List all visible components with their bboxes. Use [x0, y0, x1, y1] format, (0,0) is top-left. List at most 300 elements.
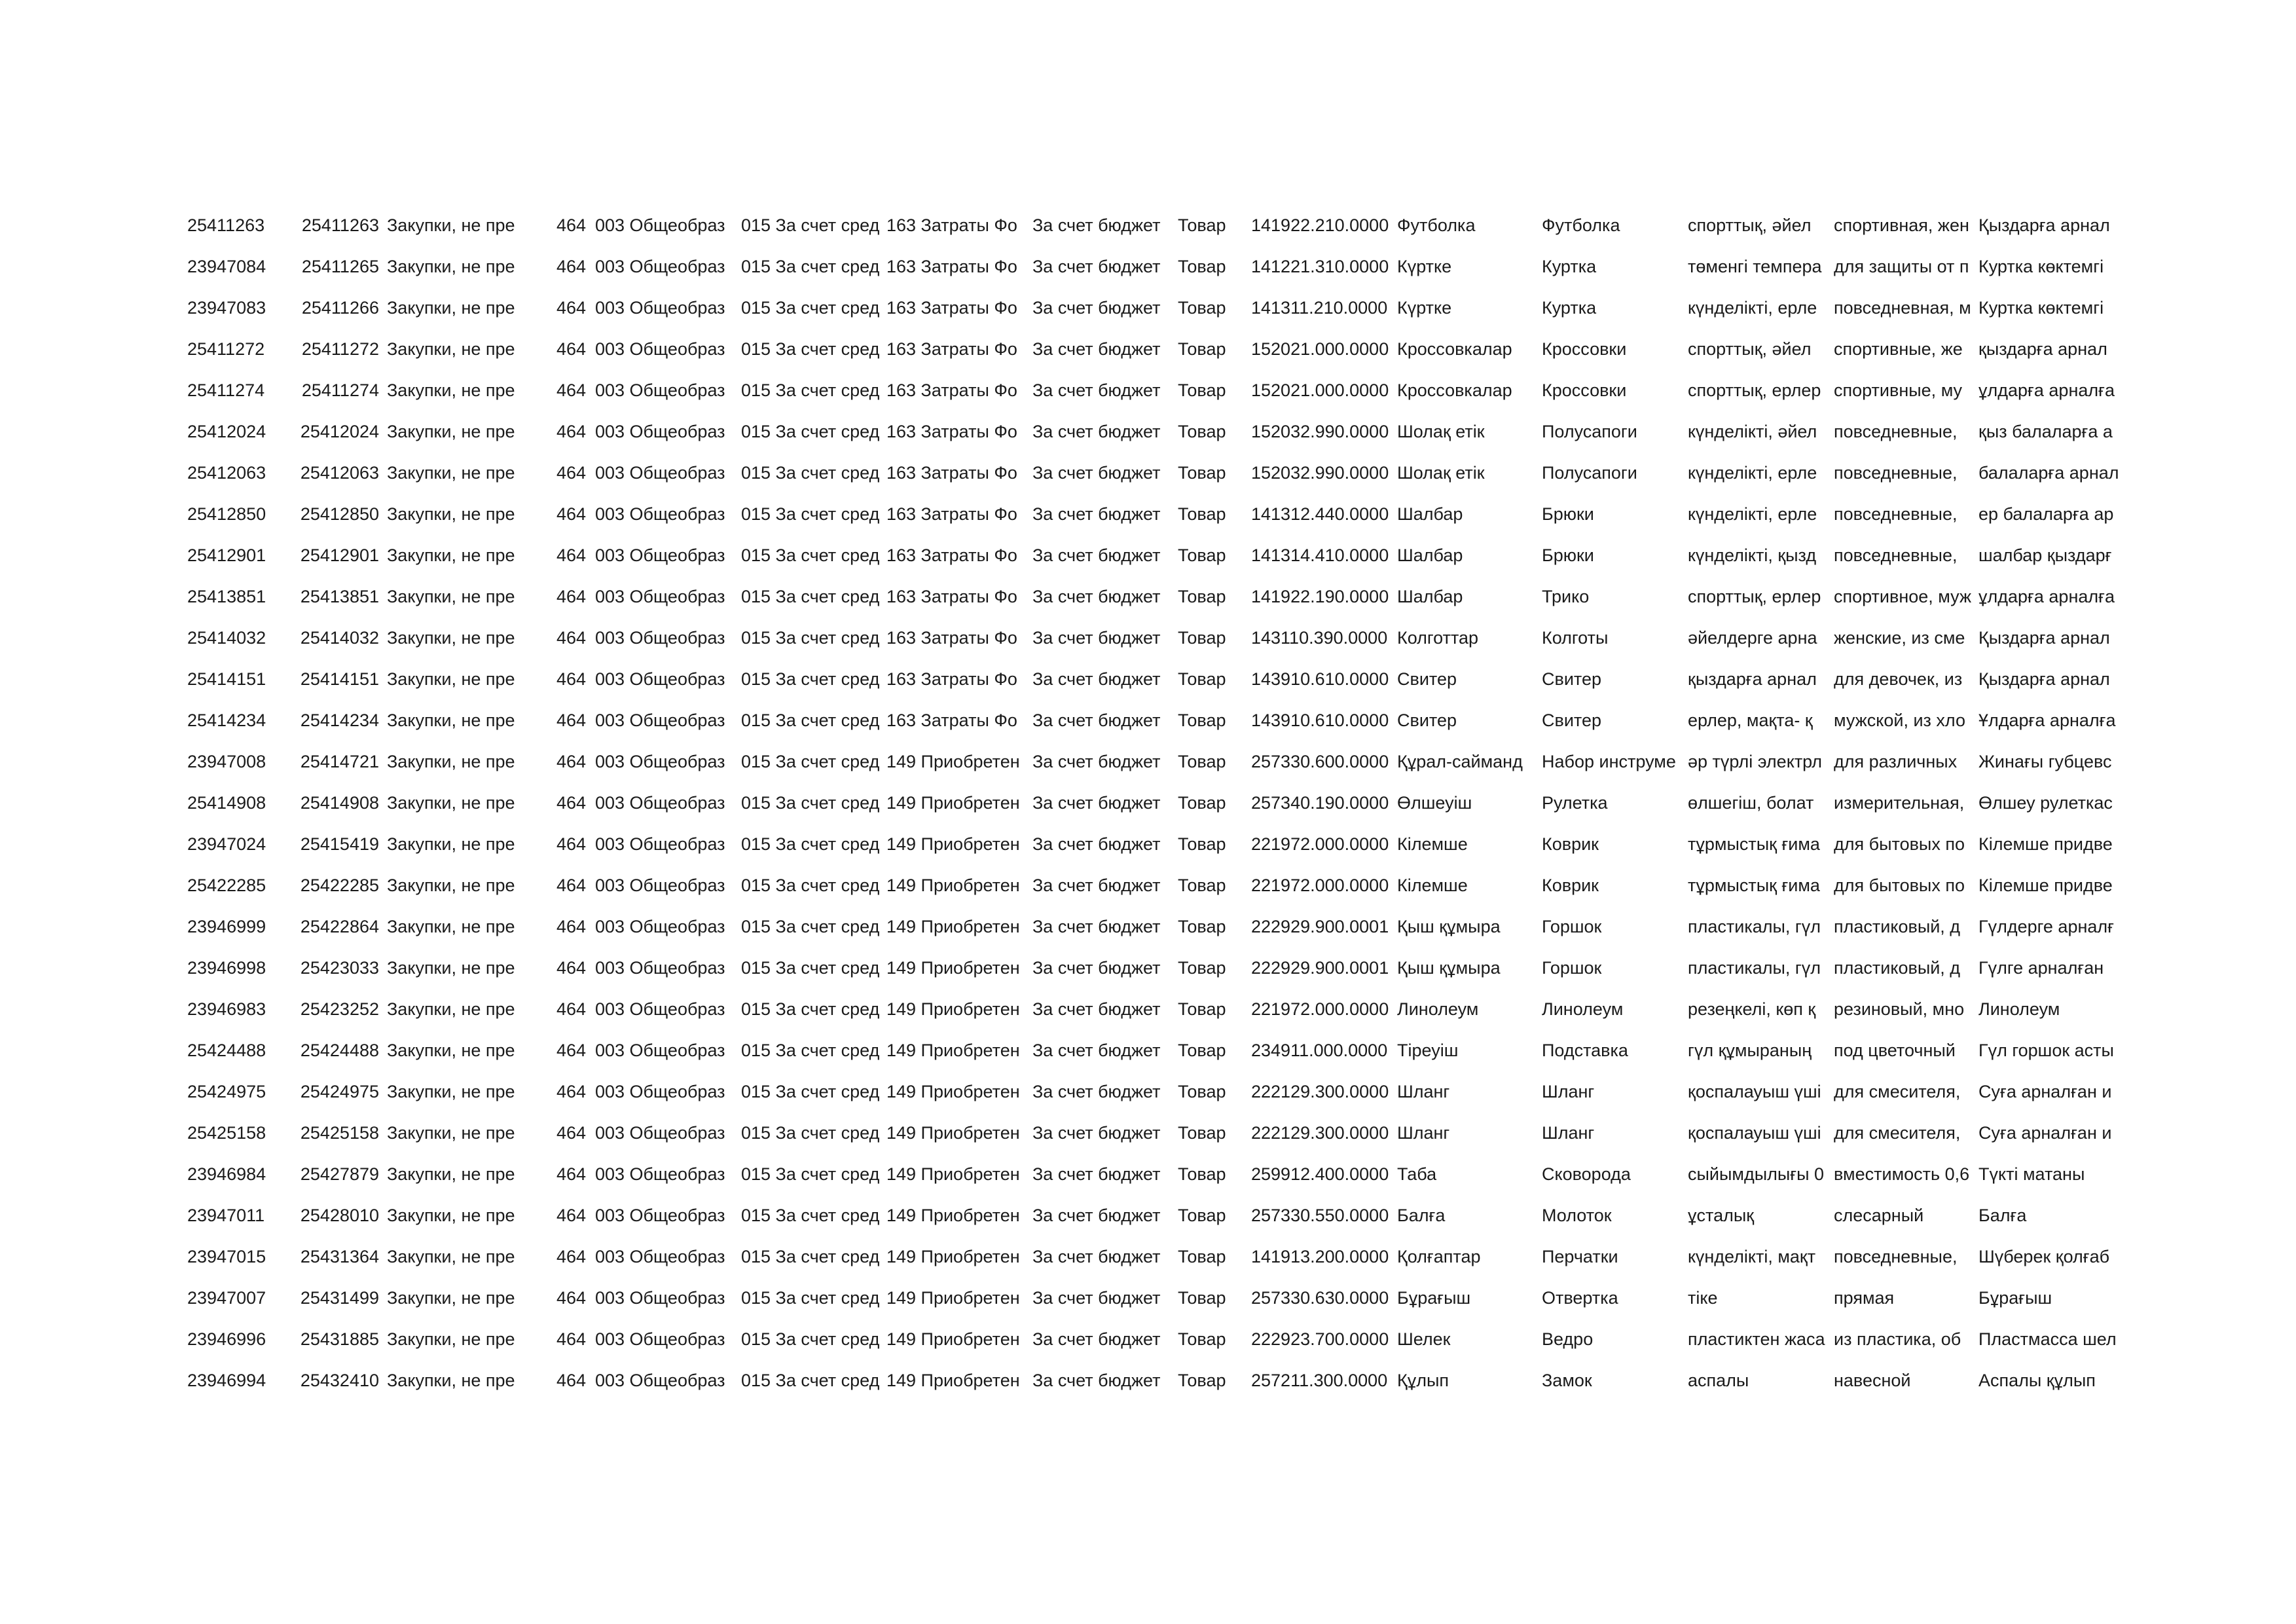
table-cell-col-3: Закупки, не пре: [387, 380, 515, 400]
table-cell-col-1: 23947083: [187, 298, 266, 318]
table-cell-col-13: пластиктен жаса: [1688, 1329, 1825, 1349]
table-cell-col-13: тіке: [1688, 1288, 1718, 1308]
table-cell-col-5: 003 Общеобраз: [595, 834, 725, 854]
table-cell-col-6: 015 За счет сред: [741, 215, 880, 235]
table-row: [183, 1319, 2122, 1360]
table-cell-col-2: 25414151: [300, 669, 379, 689]
table-cell-col-15: Қыздарға арнал: [1978, 215, 2110, 235]
table-cell-col-8: За счет бюджет: [1032, 1206, 1161, 1225]
table-cell-col-7: 163 Затраты Фо: [886, 710, 1017, 730]
table-cell-col-12: Рулетка: [1542, 793, 1608, 813]
table-cell-col-11: Кілемше: [1397, 876, 1468, 895]
table-cell-col-1: 25412024: [187, 422, 266, 441]
table-cell-col-8: За счет бюджет: [1032, 1082, 1161, 1101]
table-cell-col-7: 149 Приобретен: [886, 1041, 1020, 1060]
table-row: [183, 452, 2122, 494]
table-cell-col-14: навесной: [1834, 1371, 1911, 1390]
table-cell-col-1: 23946994: [187, 1371, 266, 1390]
table-cell-col-5: 003 Общеобраз: [595, 628, 725, 648]
table-cell-col-6: 015 За счет сред: [741, 463, 880, 483]
table-cell-col-8: За счет бюджет: [1032, 545, 1161, 565]
table-cell-col-6: 015 За счет сред: [741, 1041, 880, 1060]
table-cell-col-9: Товар: [1178, 257, 1226, 276]
table-cell-col-9: Товар: [1178, 587, 1226, 606]
table-cell-col-6: 015 За счет сред: [741, 958, 880, 978]
table-cell-col-8: За счет бюджет: [1032, 710, 1161, 730]
table-row: [183, 1030, 2122, 1071]
table-cell-col-10: 257340.190.0000: [1251, 793, 1389, 813]
table-cell-col-12: Линолеум: [1542, 999, 1624, 1019]
table-cell-col-10: 221972.000.0000: [1251, 834, 1389, 854]
table-cell-col-5: 003 Общеобраз: [595, 1164, 725, 1184]
table-cell-col-15: Түкті матаны: [1978, 1164, 2085, 1184]
table-cell-col-13: күнделікті, қызд: [1688, 545, 1817, 565]
table-cell-col-4: 464: [556, 958, 586, 978]
table-cell-col-8: За счет бюджет: [1032, 257, 1161, 276]
table-cell-col-13: пластикалы, гүл: [1688, 917, 1821, 936]
table-cell-col-1: 25412063: [187, 463, 266, 483]
table-cell-col-12: Свитер: [1542, 710, 1602, 730]
table-cell-col-7: 163 Затраты Фо: [886, 339, 1017, 359]
table-cell-col-6: 015 За счет сред: [741, 1329, 880, 1349]
table-cell-col-5: 003 Общеобраз: [595, 1329, 725, 1349]
table-cell-col-1: 25414908: [187, 793, 266, 813]
table-cell-col-2: 25414032: [300, 628, 379, 648]
table-cell-col-13: спорттық, әйел: [1688, 215, 1812, 235]
table-cell-col-7: 149 Приобретен: [886, 999, 1020, 1019]
table-cell-col-6: 015 За счет сред: [741, 545, 880, 565]
table-cell-col-10: 152021.000.0000: [1251, 339, 1389, 359]
table-cell-col-3: Закупки, не пре: [387, 1247, 515, 1266]
table-cell-col-12: Шланг: [1542, 1123, 1595, 1143]
table-cell-col-3: Закупки, не пре: [387, 710, 515, 730]
table-row: [183, 246, 2122, 287]
table-cell-col-6: 015 За счет сред: [741, 1123, 880, 1143]
table-cell-col-4: 464: [556, 1164, 586, 1184]
table-cell-col-3: Закупки, не пре: [387, 298, 515, 318]
table-cell-col-12: Свитер: [1542, 669, 1602, 689]
table-cell-col-15: қыздарға арнал: [1978, 339, 2107, 359]
table-cell-col-3: Закупки, не пре: [387, 876, 515, 895]
table-cell-col-2: 25424975: [300, 1082, 379, 1101]
table-cell-col-15: ер балаларға ар: [1978, 504, 2114, 524]
table-cell-col-3: Закупки, не пре: [387, 958, 515, 978]
table-cell-col-1: 25411263: [187, 215, 265, 235]
table-cell-col-8: За счет бюджет: [1032, 1288, 1161, 1308]
table-cell-col-9: Товар: [1178, 1288, 1226, 1308]
table-cell-col-1: 23947011: [187, 1206, 265, 1225]
table-cell-col-10: 141922.190.0000: [1251, 587, 1389, 606]
table-cell-col-12: Перчатки: [1542, 1247, 1618, 1266]
table-cell-col-4: 464: [556, 1288, 586, 1308]
table-cell-col-15: шалбар қыздарғ: [1978, 545, 2112, 565]
table-cell-col-15: қыз балаларға а: [1978, 422, 2113, 441]
table-cell-col-3: Закупки, не пре: [387, 999, 515, 1019]
table-cell-col-15: Шүберек қолғаб: [1978, 1247, 2110, 1266]
table-cell-col-7: 163 Затраты Фо: [886, 587, 1017, 606]
table-row: [183, 1278, 2122, 1319]
table-cell-col-9: Товар: [1178, 710, 1226, 730]
table-cell-col-8: За счет бюджет: [1032, 793, 1161, 813]
table-cell-col-7: 149 Приобретен: [886, 917, 1020, 936]
table-cell-col-12: Кроссовки: [1542, 380, 1627, 400]
table-cell-col-3: Закупки, не пре: [387, 545, 515, 565]
table-cell-col-11: Қыш құмыра: [1397, 958, 1501, 978]
table-cell-col-8: За счет бюджет: [1032, 876, 1161, 895]
table-cell-col-4: 464: [556, 917, 586, 936]
table-cell-col-12: Коврик: [1542, 876, 1599, 895]
table-cell-col-13: гүл құмыраның: [1688, 1041, 1812, 1060]
table-cell-col-3: Закупки, не пре: [387, 339, 515, 359]
table-cell-col-9: Товар: [1178, 298, 1226, 318]
table-cell-col-15: Қыздарға арнал: [1978, 628, 2110, 648]
table-cell-col-1: 25425158: [187, 1123, 266, 1143]
table-cell-col-5: 003 Общеобраз: [595, 999, 725, 1019]
table-cell-col-8: За счет бюджет: [1032, 380, 1161, 400]
table-cell-col-9: Товар: [1178, 876, 1226, 895]
table-cell-col-7: 149 Приобретен: [886, 1082, 1020, 1101]
table-cell-col-3: Закупки, не пре: [387, 628, 515, 648]
table-cell-col-15: Куртка көктемгі: [1978, 257, 2104, 276]
table-row: [183, 535, 2122, 576]
table-cell-col-11: Кілемше: [1397, 834, 1468, 854]
table-cell-col-8: За счет бюджет: [1032, 628, 1161, 648]
table-cell-col-3: Закупки, не пре: [387, 669, 515, 689]
table-cell-col-1: 23947008: [187, 752, 266, 771]
table-cell-col-6: 015 За счет сред: [741, 380, 880, 400]
table-cell-col-10: 234911.000.0000: [1251, 1041, 1388, 1060]
table-cell-col-10: 141221.310.0000: [1251, 257, 1389, 276]
table-cell-col-11: Таба: [1397, 1164, 1437, 1184]
table-cell-col-7: 149 Приобретен: [886, 1164, 1020, 1184]
table-cell-col-13: күнделікті, ерле: [1688, 504, 1817, 524]
table-cell-col-1: 23946998: [187, 958, 266, 978]
table-cell-col-15: Пластмасса шел: [1978, 1329, 2117, 1349]
table-cell-col-4: 464: [556, 339, 586, 359]
table-cell-col-2: 25412850: [300, 504, 379, 524]
table-cell-col-1: 25414234: [187, 710, 266, 730]
table-cell-col-5: 003 Общеобраз: [595, 793, 725, 813]
table-cell-col-6: 015 За счет сред: [741, 1206, 880, 1225]
table-cell-col-13: төменгі темпера: [1688, 257, 1822, 276]
table-cell-col-2: 25414234: [300, 710, 379, 730]
table-cell-col-2: 25423033: [300, 958, 379, 978]
table-cell-col-10: 152032.990.0000: [1251, 463, 1389, 483]
table-cell-col-4: 464: [556, 215, 586, 235]
table-cell-col-3: Закупки, не пре: [387, 1164, 515, 1184]
table-cell-col-15: балаларға арнал: [1978, 463, 2119, 483]
table-row: [183, 865, 2122, 906]
table-cell-col-6: 015 За счет сред: [741, 834, 880, 854]
table-cell-col-10: 143910.610.0000: [1251, 669, 1389, 689]
table-cell-col-3: Закупки, не пре: [387, 504, 515, 524]
table-cell-col-10: 257330.600.0000: [1251, 752, 1389, 771]
table-cell-col-9: Товар: [1178, 463, 1226, 483]
table-cell-col-13: тұрмыстық ғима: [1688, 834, 1820, 854]
table-row: [183, 411, 2122, 452]
table-cell-col-2: 25431499: [300, 1288, 379, 1308]
table-cell-col-7: 149 Приобретен: [886, 793, 1020, 813]
table-cell-col-5: 003 Общеобраз: [595, 1371, 725, 1390]
table-cell-col-14: для различных: [1834, 752, 1958, 771]
table-cell-col-7: 149 Приобретен: [886, 958, 1020, 978]
table-row: [183, 370, 2122, 411]
table-cell-col-3: Закупки, не пре: [387, 1371, 515, 1390]
table-cell-col-11: Шалбар: [1397, 545, 1463, 565]
table-cell-col-5: 003 Общеобраз: [595, 422, 725, 441]
table-cell-col-9: Товар: [1178, 999, 1226, 1019]
table-row: [183, 1360, 2122, 1401]
table-cell-col-11: Тіреуіш: [1397, 1041, 1459, 1060]
table-cell-col-13: ерлер, мақта- қ: [1688, 710, 1813, 730]
table-cell-col-5: 003 Общеобраз: [595, 752, 725, 771]
table-cell-col-11: Колготтар: [1397, 628, 1479, 648]
table-cell-col-13: ұсталық: [1688, 1206, 1755, 1225]
table-cell-col-13: резеңкелі, көп қ: [1688, 999, 1816, 1019]
table-cell-col-14: для бытовых по: [1834, 876, 1965, 895]
table-cell-col-4: 464: [556, 1082, 586, 1101]
table-cell-col-5: 003 Общеобраз: [595, 298, 725, 318]
table-cell-col-8: За счет бюджет: [1032, 504, 1161, 524]
table-cell-col-3: Закупки, не пре: [387, 752, 515, 771]
table-cell-col-2: 25414908: [300, 793, 379, 813]
table-cell-col-11: Өлшеуіш: [1397, 793, 1472, 813]
table-cell-col-15: Гүлге арналған: [1978, 958, 2104, 978]
table-cell-col-8: За счет бюджет: [1032, 215, 1161, 235]
table-cell-col-11: Кроссовкалар: [1397, 380, 1512, 400]
table-row: [183, 948, 2122, 989]
table-row: [183, 1113, 2122, 1154]
table-cell-col-10: 141311.210.0000: [1251, 298, 1388, 318]
table-cell-col-10: 259912.400.0000: [1251, 1164, 1389, 1184]
table-cell-col-9: Товар: [1178, 958, 1226, 978]
table-row: [183, 1195, 2122, 1236]
table-cell-col-14: мужской, из хло: [1834, 710, 1965, 730]
table-cell-col-9: Товар: [1178, 752, 1226, 771]
table-cell-col-7: 149 Приобретен: [886, 1123, 1020, 1143]
table-cell-col-14: спортивное, муж: [1834, 587, 1972, 606]
table-cell-col-13: аспалы: [1688, 1371, 1749, 1390]
table-cell-col-1: 25413851: [187, 587, 266, 606]
table-cell-col-10: 222923.700.0000: [1251, 1329, 1389, 1349]
table-cell-col-6: 015 За счет сред: [741, 1082, 880, 1101]
table-cell-col-8: За счет бюджет: [1032, 587, 1161, 606]
table-cell-col-14: резиновый, мно: [1834, 999, 1965, 1019]
table-cell-col-5: 003 Общеобраз: [595, 1041, 725, 1060]
table-cell-col-14: для защиты от п: [1834, 257, 1969, 276]
table-cell-col-2: 25414721: [300, 752, 379, 771]
table-cell-col-4: 464: [556, 1247, 586, 1266]
table-cell-col-9: Товар: [1178, 1082, 1226, 1101]
table-cell-col-7: 149 Приобретен: [886, 1371, 1020, 1390]
table-cell-col-1: 23947007: [187, 1288, 266, 1308]
table-cell-col-11: Линолеум: [1397, 999, 1479, 1019]
table-cell-col-9: Товар: [1178, 1329, 1226, 1349]
table-cell-col-1: 23947024: [187, 834, 266, 854]
table-row: [183, 1236, 2122, 1278]
table-cell-col-9: Товар: [1178, 339, 1226, 359]
table-cell-col-5: 003 Общеобраз: [595, 1206, 725, 1225]
table-cell-col-2: 25411266: [301, 298, 379, 318]
table-cell-col-5: 003 Общеобраз: [595, 917, 725, 936]
table-cell-col-1: 23947084: [187, 257, 266, 276]
table-cell-col-4: 464: [556, 422, 586, 441]
table-cell-col-6: 015 За счет сред: [741, 876, 880, 895]
table-cell-col-4: 464: [556, 710, 586, 730]
table-cell-col-11: Шалбар: [1397, 504, 1463, 524]
table-cell-col-1: 25414032: [187, 628, 266, 648]
table-cell-col-4: 464: [556, 545, 586, 565]
table-cell-col-3: Закупки, не пре: [387, 1329, 515, 1349]
table-cell-col-8: За счет бюджет: [1032, 752, 1161, 771]
table-cell-col-14: спортивные, же: [1834, 339, 1963, 359]
table-cell-col-15: Куртка көктемгі: [1978, 298, 2104, 318]
table-cell-col-2: 25411274: [301, 380, 379, 400]
table-cell-col-8: За счет бюджет: [1032, 298, 1161, 318]
table-cell-col-14: пластиковый, д: [1834, 917, 1961, 936]
table-cell-col-7: 163 Затраты Фо: [886, 215, 1017, 235]
table-cell-col-4: 464: [556, 793, 586, 813]
table-cell-col-8: За счет бюджет: [1032, 1329, 1161, 1349]
table-cell-col-13: спорттық, әйел: [1688, 339, 1812, 359]
table-cell-col-11: Свитер: [1397, 710, 1457, 730]
table-cell-col-6: 015 За счет сред: [741, 339, 880, 359]
table-cell-col-2: 25425158: [300, 1123, 379, 1143]
table-cell-col-1: 25412850: [187, 504, 266, 524]
table-cell-col-2: 25412063: [300, 463, 379, 483]
table-cell-col-12: Трико: [1542, 587, 1590, 606]
table-cell-col-14: прямая: [1834, 1288, 1895, 1308]
table-cell-col-11: Күртке: [1397, 298, 1452, 318]
table-cell-col-12: Набор инструме: [1542, 752, 1676, 771]
table-cell-col-4: 464: [556, 1206, 586, 1225]
table-cell-col-11: Қыш құмыра: [1397, 917, 1501, 936]
table-cell-col-10: 141913.200.0000: [1251, 1247, 1389, 1266]
spreadsheet-table: [183, 205, 2122, 1401]
table-row: [183, 1071, 2122, 1113]
table-row: [183, 659, 2122, 700]
table-cell-col-12: Брюки: [1542, 504, 1594, 524]
table-cell-col-11: Күртке: [1397, 257, 1452, 276]
table-cell-col-14: повседневные,: [1834, 504, 1958, 524]
table-cell-col-6: 015 За счет сред: [741, 257, 880, 276]
table-cell-col-13: қыздарға арнал: [1688, 669, 1817, 689]
table-cell-col-15: Кілемше придве: [1978, 876, 2113, 895]
table-cell-col-14: повседневные,: [1834, 422, 1958, 441]
table-cell-col-2: 25431885: [300, 1329, 379, 1349]
table-cell-col-2: 25423252: [300, 999, 379, 1019]
table-cell-col-9: Товар: [1178, 422, 1226, 441]
table-cell-col-9: Товар: [1178, 1206, 1226, 1225]
table-cell-col-10: 222129.300.0000: [1251, 1082, 1389, 1101]
table-cell-col-13: күнделікті, ерле: [1688, 463, 1817, 483]
table-cell-col-15: Ұлдарға арналға: [1978, 710, 2116, 730]
table-cell-col-8: За счет бюджет: [1032, 1041, 1161, 1060]
table-cell-col-7: 163 Затраты Фо: [886, 380, 1017, 400]
table-cell-col-12: Подставка: [1542, 1041, 1628, 1060]
table-cell-col-11: Шолақ етік: [1397, 463, 1485, 483]
table-cell-col-5: 003 Общеобраз: [595, 545, 725, 565]
table-cell-col-5: 003 Общеобраз: [595, 504, 725, 524]
table-cell-col-13: тұрмыстық ғима: [1688, 876, 1820, 895]
table-cell-col-4: 464: [556, 504, 586, 524]
table-cell-col-14: спортивная, жен: [1834, 215, 1969, 235]
table-cell-col-6: 015 За счет сред: [741, 793, 880, 813]
table-cell-col-5: 003 Общеобраз: [595, 1288, 725, 1308]
table-cell-col-2: 25431364: [300, 1247, 379, 1266]
table-cell-col-6: 015 За счет сред: [741, 999, 880, 1019]
table-cell-col-12: Куртка: [1542, 298, 1597, 318]
table-cell-col-2: 25422864: [300, 917, 379, 936]
table-cell-col-5: 003 Общеобраз: [595, 1247, 725, 1266]
table-cell-col-6: 015 За счет сред: [741, 669, 880, 689]
table-row: [183, 824, 2122, 865]
table-cell-col-3: Закупки, не пре: [387, 917, 515, 936]
table-cell-col-8: За счет бюджет: [1032, 422, 1161, 441]
table-cell-col-11: Құлып: [1397, 1371, 1449, 1390]
table-cell-col-13: өлшегіш, болат: [1688, 793, 1814, 813]
table-cell-col-2: 25411265: [301, 257, 379, 276]
table-cell-col-15: Гүл горшок асты: [1978, 1041, 2114, 1060]
table-cell-col-15: Линолеум: [1978, 999, 2060, 1019]
table-cell-col-2: 25428010: [300, 1206, 379, 1225]
table-cell-col-3: Закупки, не пре: [387, 1123, 515, 1143]
table-cell-col-15: Суға арналған и: [1978, 1123, 2112, 1143]
table-cell-col-3: Закупки, не пре: [387, 463, 515, 483]
table-cell-col-4: 464: [556, 1371, 586, 1390]
table-cell-col-7: 149 Приобретен: [886, 1288, 1020, 1308]
table-cell-col-7: 163 Затраты Фо: [886, 504, 1017, 524]
table-cell-col-4: 464: [556, 834, 586, 854]
table-cell-col-6: 015 За счет сред: [741, 298, 880, 318]
table-cell-col-3: Закупки, не пре: [387, 793, 515, 813]
table-cell-col-9: Товар: [1178, 545, 1226, 565]
table-cell-col-14: из пластика, об: [1834, 1329, 1961, 1349]
table-cell-col-12: Брюки: [1542, 545, 1594, 565]
table-cell-col-12: Полусапоги: [1542, 422, 1637, 441]
table-cell-col-7: 149 Приобретен: [886, 876, 1020, 895]
table-cell-col-6: 015 За счет сред: [741, 710, 880, 730]
table-cell-col-2: 25422285: [300, 876, 379, 895]
table-cell-col-15: Қыздарға арнал: [1978, 669, 2110, 689]
table-cell-col-13: спорттық, ерлер: [1688, 587, 1821, 606]
table-cell-col-6: 015 За счет сред: [741, 752, 880, 771]
table-row: [183, 329, 2122, 370]
table-cell-col-14: женские, из сме: [1834, 628, 1965, 648]
table-cell-col-10: 221972.000.0000: [1251, 876, 1389, 895]
table-cell-col-10: 152032.990.0000: [1251, 422, 1389, 441]
table-cell-col-1: 23946999: [187, 917, 266, 936]
table-cell-col-10: 257330.630.0000: [1251, 1288, 1389, 1308]
table-row: [183, 494, 2122, 535]
table-cell-col-11: Бұрағыш: [1397, 1288, 1471, 1308]
table-cell-col-14: для смесителя,: [1834, 1123, 1961, 1143]
table-cell-col-14: слесарный: [1834, 1206, 1924, 1225]
table-row: [183, 741, 2122, 783]
table-cell-col-11: Балға: [1397, 1206, 1446, 1225]
table-cell-col-10: 222929.900.0001: [1251, 958, 1389, 978]
table-row: [183, 287, 2122, 329]
table-cell-col-4: 464: [556, 1329, 586, 1349]
table-cell-col-13: күнделікті, ерле: [1688, 298, 1817, 318]
table-row: [183, 989, 2122, 1030]
table-cell-col-1: 25424975: [187, 1082, 266, 1101]
table-cell-col-12: Сковорода: [1542, 1164, 1631, 1184]
table-cell-col-5: 003 Общеобраз: [595, 1123, 725, 1143]
table-cell-col-12: Полусапоги: [1542, 463, 1637, 483]
table-cell-col-5: 003 Общеобраз: [595, 257, 725, 276]
table-cell-col-8: За счет бюджет: [1032, 1164, 1161, 1184]
